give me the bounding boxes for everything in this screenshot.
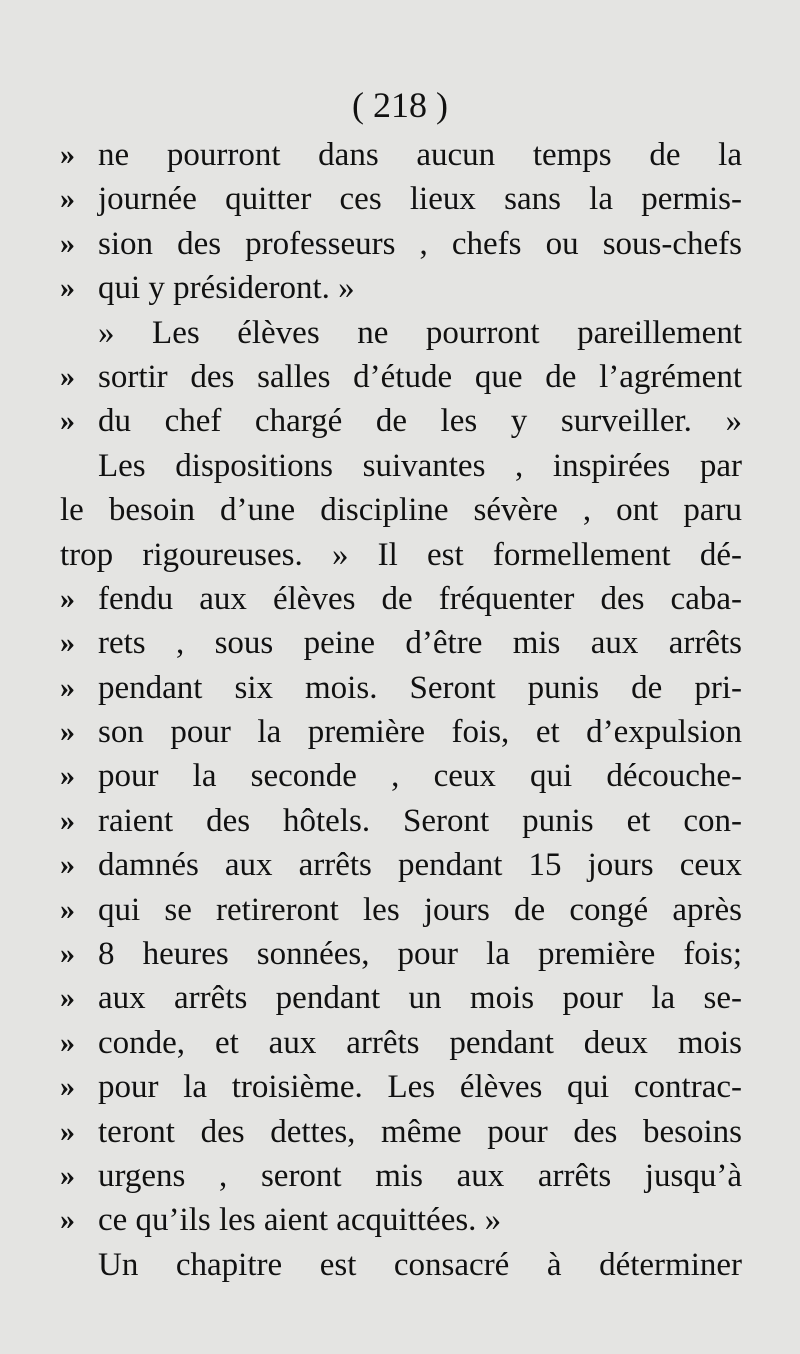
line-text: rets , sous peine d’être mis aux arrêts — [98, 625, 742, 662]
line-text: ce qu’ils les aient acquittées. » — [98, 1202, 502, 1239]
line-text: urgens , seront mis aux arrêts jusqu’à — [98, 1157, 742, 1194]
quote-mark: » — [60, 715, 75, 749]
line-text: raient des hôtels. Seront punis et con- — [98, 802, 742, 839]
quote-mark: » — [60, 271, 75, 305]
line-text: fendu aux élèves de fréquenter des caba- — [98, 580, 742, 617]
text-line — [0, 399, 800, 443]
quote-mark: » — [60, 1158, 75, 1192]
text-line — [0, 1110, 800, 1154]
text-line — [0, 444, 800, 488]
text-line — [0, 133, 800, 177]
line-text: pour la seconde , ceux qui découche- — [98, 758, 742, 795]
quote-mark: » — [60, 1114, 75, 1148]
quote-mark: » — [60, 892, 75, 926]
line-text: Un chapitre est consacré à déterminer — [98, 1246, 742, 1283]
quote-mark: » — [60, 1070, 75, 1104]
line-text: du chef chargé de les y surveiller. » — [98, 403, 742, 440]
quote-mark: » — [60, 759, 75, 793]
line-text: journée quitter ces lieux sans la permis- — [98, 181, 742, 218]
quote-mark: » — [60, 937, 75, 971]
quote-mark: » — [60, 626, 75, 660]
text-line — [0, 533, 800, 577]
quote-mark: » — [60, 359, 75, 393]
line-text: Les dispositions suivantes , inspirées par — [98, 447, 742, 484]
line-text: aux arrêts pendant un mois pour la se- — [98, 980, 742, 1017]
page-number: ( 218 ) — [352, 85, 448, 125]
quote-mark: » — [60, 981, 75, 1015]
text-line — [0, 1021, 800, 1065]
text-line — [0, 666, 800, 710]
quote-mark: » — [60, 1203, 75, 1237]
text-line — [0, 799, 800, 843]
quote-mark: » — [60, 138, 75, 171]
line-text: 8 heures sonnées, pour la première fois; — [98, 936, 742, 973]
line-text: sortir des salles d’étude que de l’agrément — [98, 358, 742, 395]
quote-mark: » — [60, 226, 75, 260]
text-line — [0, 710, 800, 754]
line-text: qui se retireront les jours de congé après — [98, 891, 742, 928]
line-text: pour la troisième. Les élèves qui contrac- — [98, 1069, 742, 1106]
line-text: trop rigoureuses. » Il est formellement dé- — [60, 536, 742, 573]
text-line — [0, 577, 800, 621]
line-text: sion des professeurs , chefs ou sous-chefs — [98, 225, 742, 262]
line-text: qui y présideront. » — [98, 270, 355, 307]
quote-mark: » — [60, 848, 75, 882]
quote-mark: » — [60, 581, 75, 615]
line-text: teront des dettes, même pour des besoins — [98, 1113, 742, 1150]
quote-mark: » — [60, 803, 75, 837]
line-text: » Les élèves ne pourront pareillement — [98, 314, 742, 351]
text-line — [0, 222, 800, 266]
text-line — [0, 311, 800, 355]
line-text: son pour la première fois, et d’expulsion — [98, 714, 742, 751]
text-line — [0, 177, 800, 221]
text-line — [0, 754, 800, 798]
text-line — [0, 1065, 800, 1109]
text-line — [0, 355, 800, 399]
text-line — [0, 1243, 800, 1287]
line-text: le besoin d’une discipline sévère , ont paru — [60, 492, 742, 529]
quote-mark: » — [60, 404, 75, 438]
text-line — [0, 888, 800, 932]
text-line — [0, 621, 800, 665]
quote-mark: » — [60, 670, 75, 704]
quote-mark: » — [60, 1025, 75, 1059]
text-line — [0, 1198, 800, 1242]
text-line — [0, 976, 800, 1020]
text-line — [0, 1154, 800, 1198]
line-text: pendant six mois. Seront punis de pri- — [98, 669, 742, 706]
line-text: ne pourront dans aucun temps de la — [98, 137, 742, 173]
text-line — [0, 843, 800, 887]
quote-mark: » — [60, 182, 75, 216]
line-text: damnés aux arrêts pendant 15 jours ceux — [98, 847, 742, 884]
body-text — [0, 133, 800, 1287]
line-text: conde, et aux arrêts pendant deux mois — [98, 1024, 742, 1061]
text-line — [0, 266, 800, 310]
text-line — [0, 932, 800, 976]
text-line — [0, 488, 800, 532]
